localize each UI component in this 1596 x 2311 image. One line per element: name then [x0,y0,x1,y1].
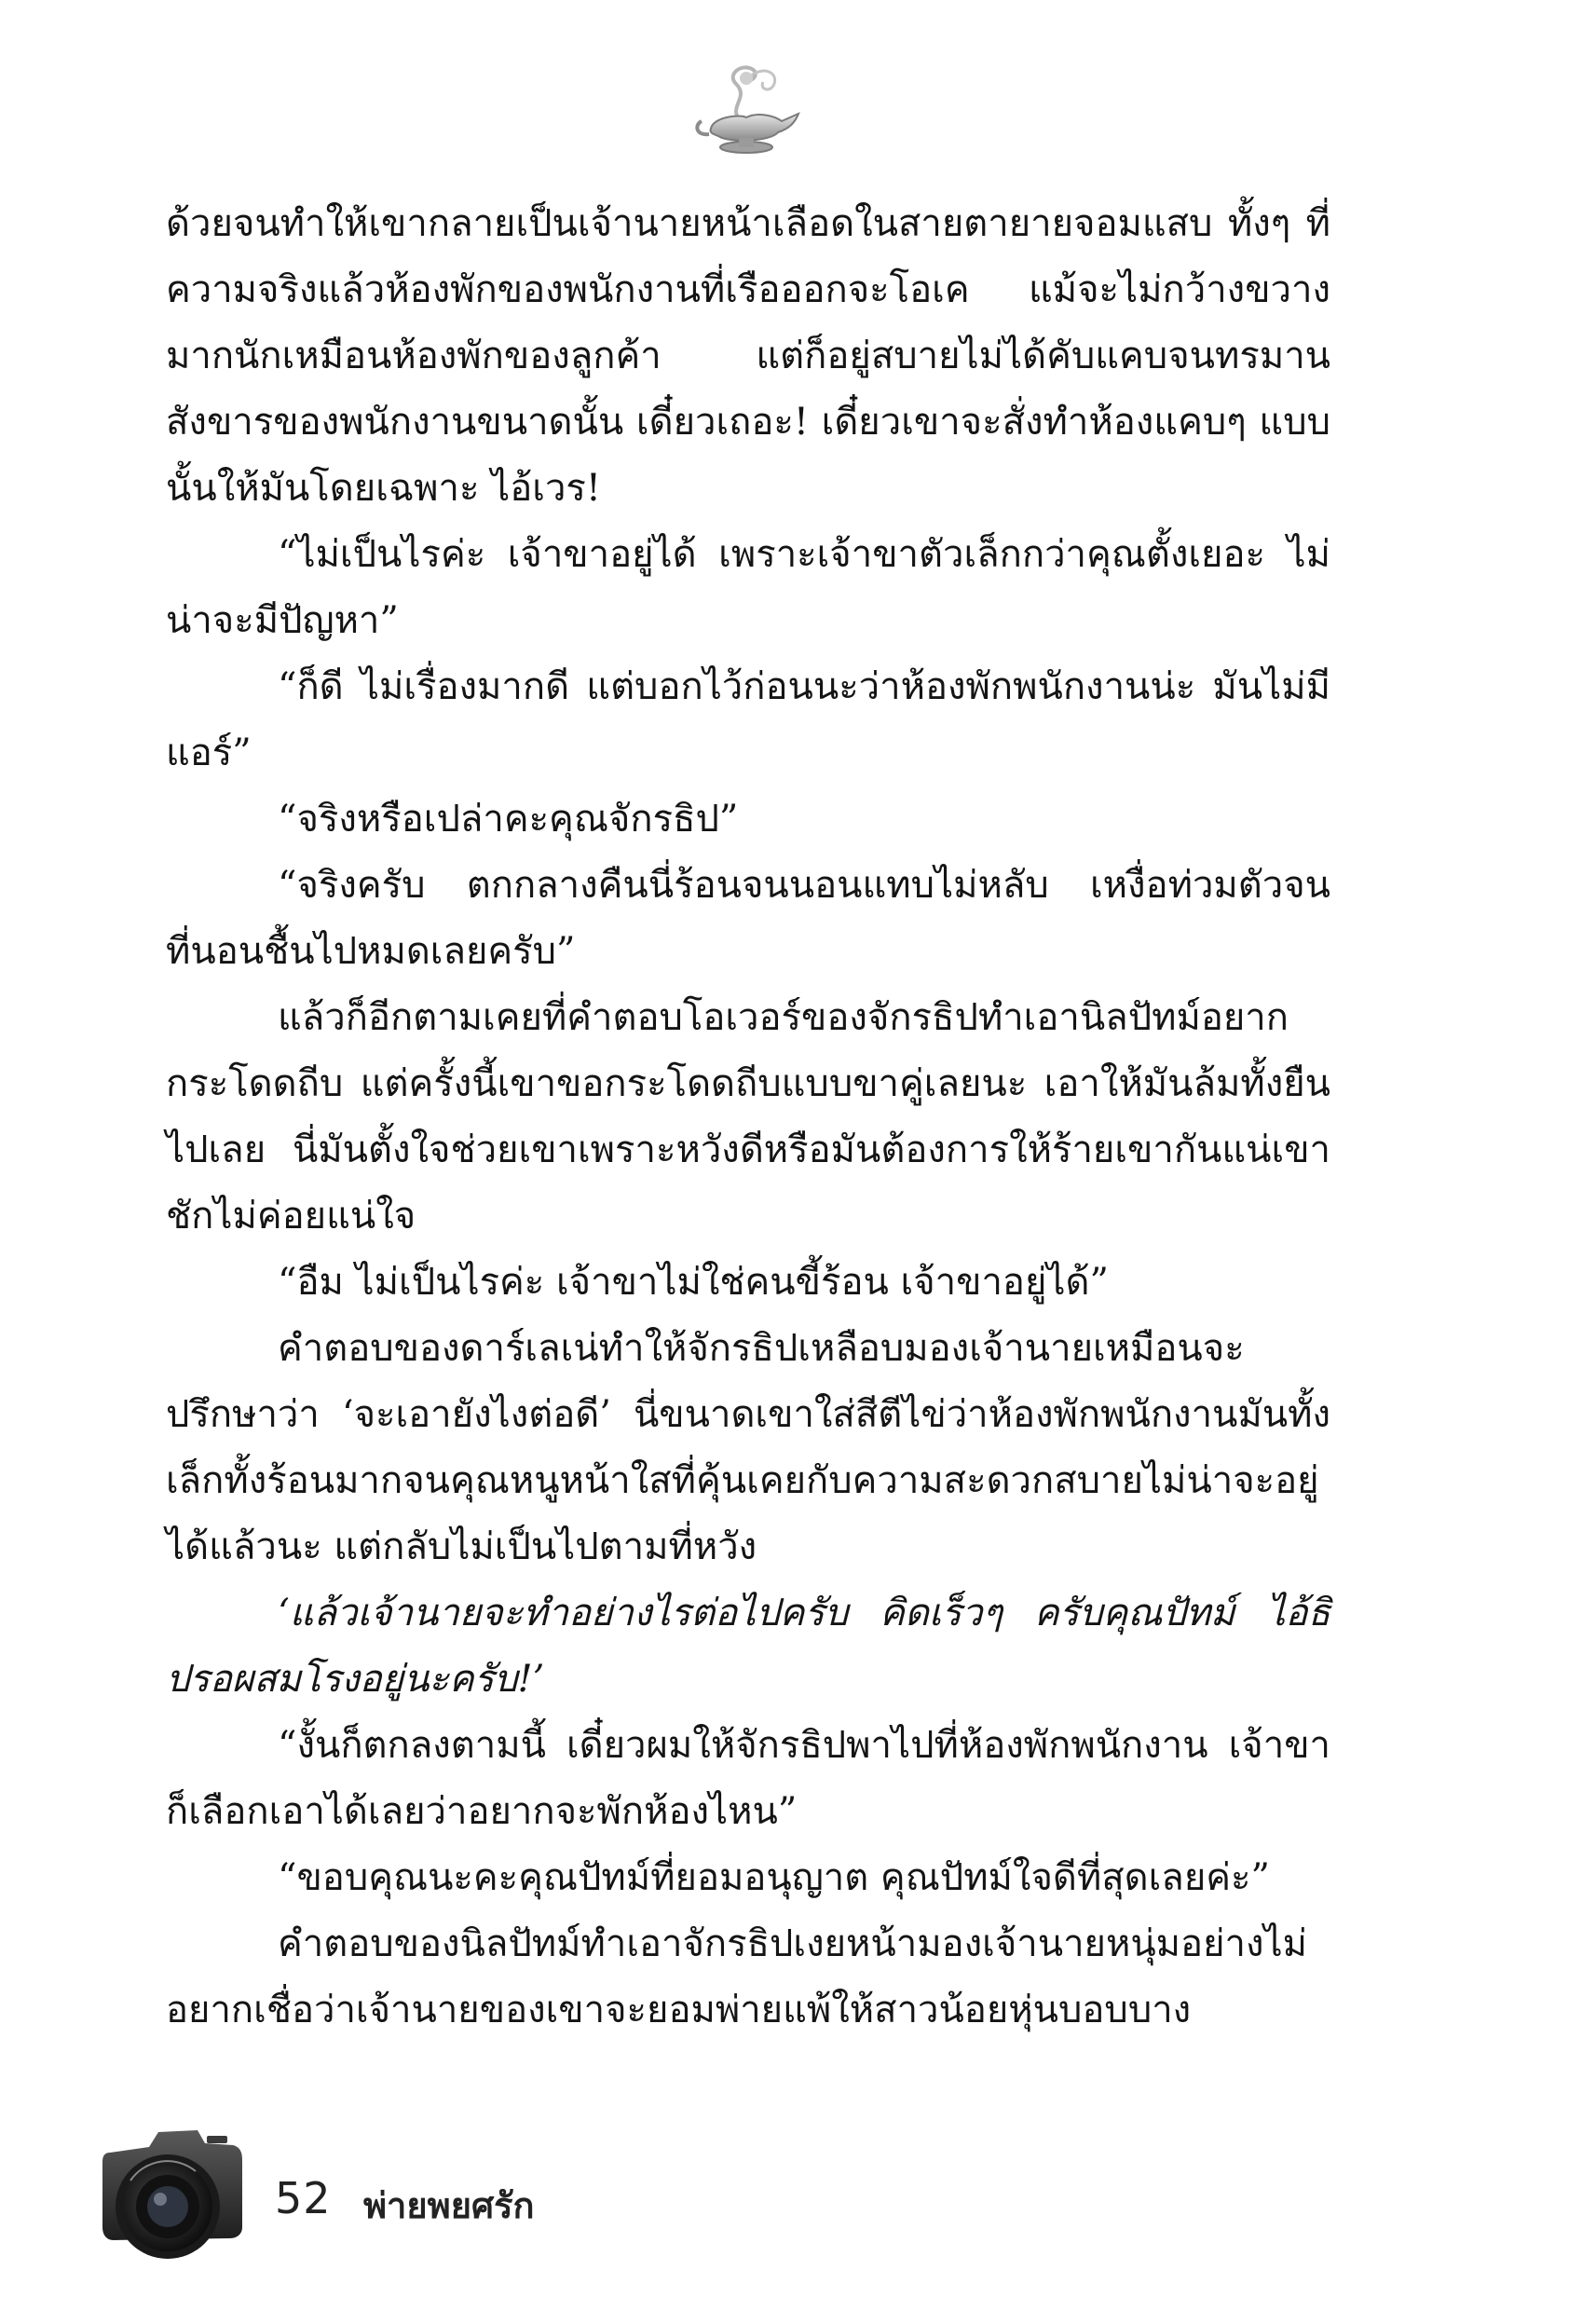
paragraph: “อืม ไม่เป็นไรค่ะ เจ้าขาไม่ใช่คนขี้ร้อน เจ้าขาอยู่ได้” [278,1261,1109,1304]
paragraph-italic: ‘แล้วเจ้านายจะทำอย่างไรต่อไปครับ คิดเร็วๆ ครับคุณปัทม์ ไอ้ธิปรอผสมโรงอยู่นะครับ!’ [166,1592,1330,1701]
page-number: 52 [275,2173,332,2223]
paragraph: “ขอบคุณนะคะคุณปัทม์ที่ยอมอนุญาต คุณปัทม์ใจดีที่สุดเลยค่ะ” [278,1856,1270,1899]
body-text [166,191,1330,2044]
paragraph: “ไม่เป็นไรค่ะ เจ้าขาอยู่ได้ เพราะเจ้าขาตัวเล็กกว่าคุณตั้งเยอะ ไม่น่าจะมีปัญหา” [166,533,1330,642]
page-footer [93,2115,745,2274]
paragraph: “ก็ดี ไม่เรื่องมากดี แต่บอกไว้ก่อนนะว่าห้องพักพนักงานน่ะ มันไม่มีแอร์” [166,665,1330,774]
camera-icon [93,2115,247,2269]
paragraph: แล้วก็อีกตามเคยที่คำตอบโอเวอร์ของจักรธิปทำเอานิลปัทม์อยากกระโดดถีบ แต่ครั้งนี้เขาขอกระโดดถีบแบบขาคู่เลยนะ เอาให้มันล้มทั้งยืนไปเลย นี่มันตั้งใจช่วยเขาเพราะหวังดีหรือมันต้องการให้ร้ายเขากันแน่เขาชักไม่ค่อยแน่ใจ [166,996,1330,1238]
paragraph: “งั้นก็ตกลงตามนี้ เดี๋ยวผมให้จักรธิปพาไปที่ห้องพักพนักงาน เจ้าขาก็เลือกเอาได้เลยว่าอยากจะพักห้องไหน” [166,1724,1330,1833]
paragraph: คำตอบของนิลปัทม์ทำเอาจักรธิปเงยหน้ามองเจ้านายหนุ่มอย่างไม่อยากเชื่อว่าเจ้านายของเขาจะยอมพ่ายแพ้ให้สาวน้อยหุ่นบอบบาง [166,1922,1307,2031]
paragraph: “จริงหรือเปล่าคะคุณจักรธิป” [278,798,739,841]
paragraph: “จริงครับ ตกกลางคืนนี่ร้อนจนนอนแทบไม่หลับ เหงื่อท่วมตัวจนที่นอนชื้นไปหมดเลยครับ” [166,864,1330,973]
paragraph: คำตอบของดาร์เลเน่ทำให้จักรธิปเหลือบมองเจ้านายเหมือนจะปรึกษาว่า ‘จะเอายังไงต่อดี’ นี่ขนาดเขาใส่สีตีไข่ว่าห้องพักพนักงานมันทั้งเล็กทั้งร้อนมากจนคุณหนูหน้าใสที่คุ้นเคยกับความสะดวกสบายไม่น่าจะอยู่ได้แล้วนะ แต่กลับไม่เป็นไปตามที่หวัง [166,1327,1330,1568]
book-title: พ่ายพยศรัก [363,2185,535,2226]
lamp-ornament-icon [685,56,806,158]
paragraph: ด้วยจนทำให้เขากลายเป็นเจ้านายหน้าเลือดในสายตายายจอมแสบ ทั้งๆ ที่ความจริงแล้วห้องพักของพนักงานที่เรือออกจะโอเค แม้จะไม่กว้างขวางมากนักเหมือนห้องพักของลูกค้า แต่ก็อยู่สบายไม่ได้คับแคบจนทรมานสังขารของพนักงานขนาดนั้น เดี๋ยวเถอะ! เดี๋ยวเขาจะสั่งทำห้องแคบๆ แบบนั้นให้มันโดยเฉพาะ ไอ้เวร! [166,202,1330,510]
